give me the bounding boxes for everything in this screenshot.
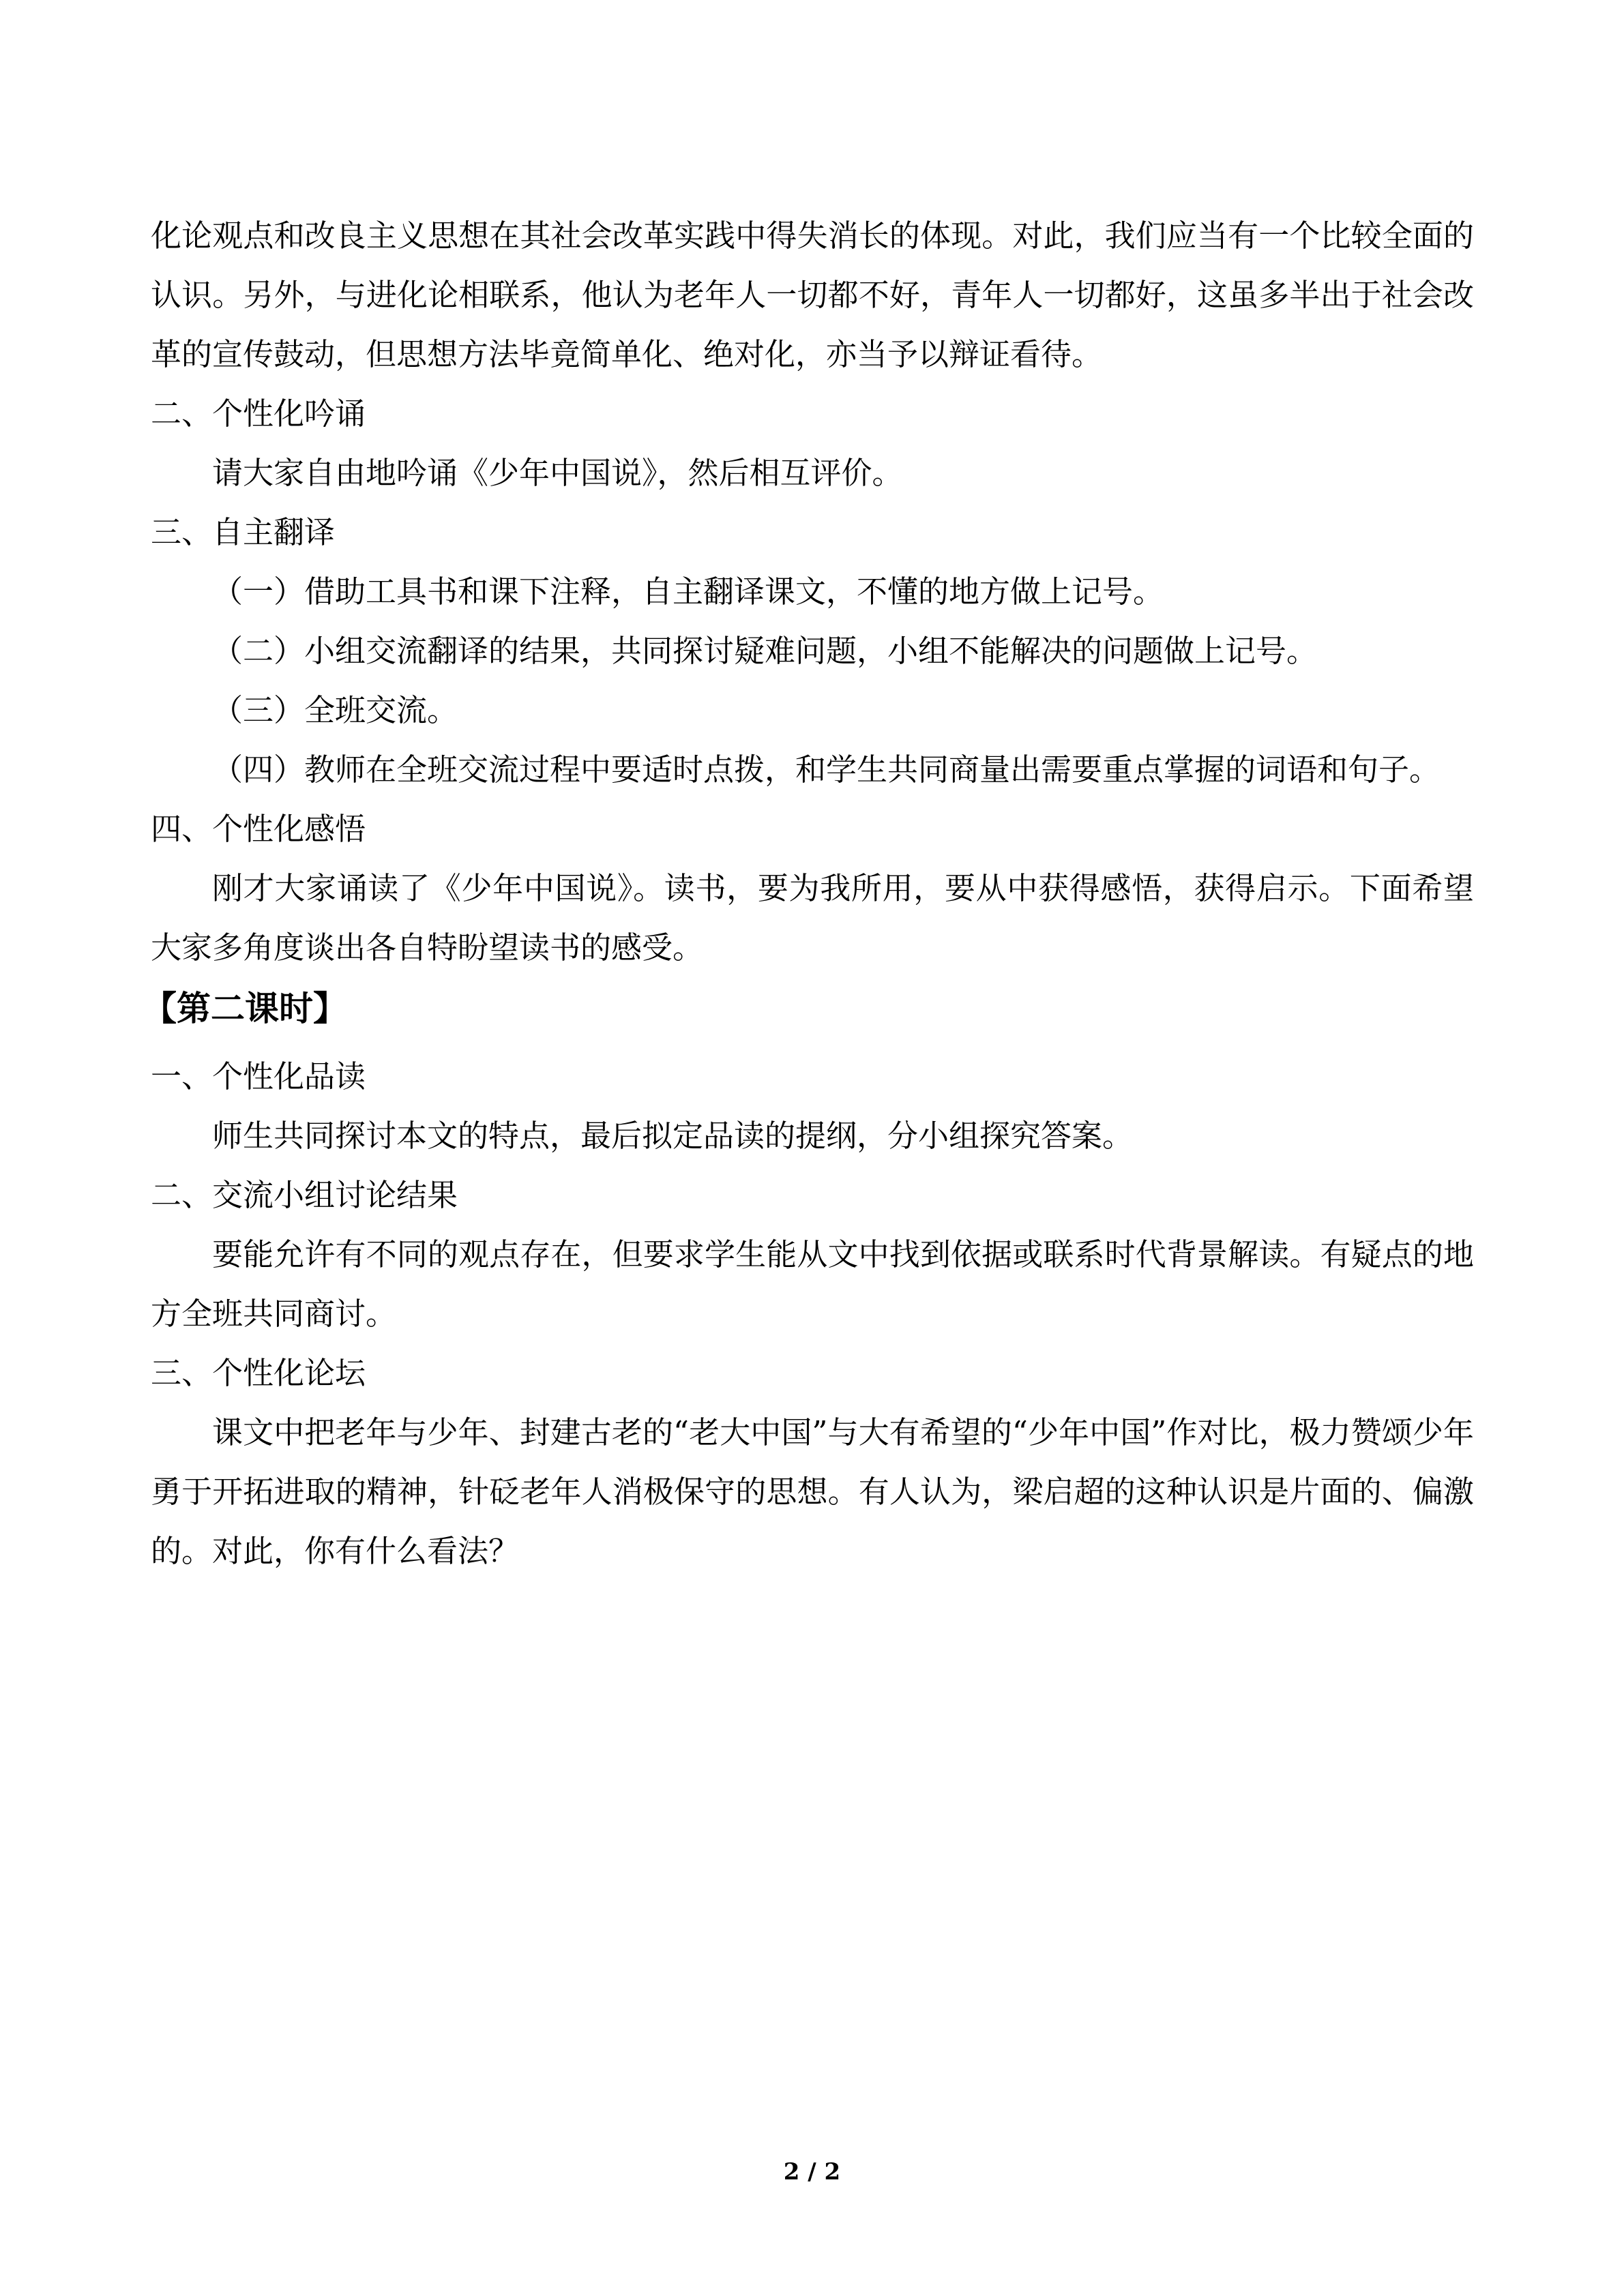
lesson-two-title: 【第二课时】 (143, 989, 347, 1028)
section-heading-personalized-recitation: 二、个性化吟诵 (151, 396, 366, 432)
section-body-personalized-reading: 师生共同探讨本文的特点，最后拟定品读的提纲，分小组探究答案。 (212, 1118, 1134, 1154)
section-heading-self-translation: 三、自主翻译 (151, 514, 336, 550)
section-heading-personalized-reading: 一、个性化品读 (151, 1058, 366, 1094)
section-heading-personalized-insight: 四、个性化感悟 (151, 811, 366, 847)
section-body-group-discussion: 要能允许有不同的观点存在，但要求学生能从文中找到依据或联系时代背景解读。有疑点的地方全班共同商讨。 (151, 1236, 1474, 1332)
translation-step-3: （三）全班交流。 (212, 692, 458, 728)
continuation-paragraph: 化论观点和改良主义思想在其社会改革实践中得失消长的体现。对此，我们应当有一个比较全面的认识。另外，与进化论相联系，他认为老年人一切都不好，青年人一切都好，这虽多半出于社会改革的宣传鼓动，但思想方法毕竟简单化、绝对化，亦当予以辩证看待。 (151, 218, 1474, 372)
section-heading-personalized-forum: 三、个性化论坛 (151, 1355, 366, 1391)
translation-step-4: （四）教师在全班交流过程中要适时点拨，和学生共同商量出需要重点掌握的词语和句子。 (212, 751, 1441, 788)
section-body-personalized-insight: 刚才大家诵读了《少年中国说》。读书，要为我所用，要从中获得感悟，获得启示。下面希望大家多角度谈出各自特盼望读书的感受。 (151, 870, 1474, 966)
section-heading-group-discussion: 二、交流小组讨论结果 (151, 1177, 458, 1213)
page-number: 2 / 2 (783, 2158, 841, 2186)
translation-step-2: （二）小组交流翻译的结果，共同探讨疑难问题，小组不能解决的问题做上记号。 (212, 633, 1318, 669)
document-body (143, 206, 1474, 1581)
section-body-personalized-forum: 课文中把老年与少年、封建古老的“老大中国”与大有希望的“少年中国”作对比，极力赞颂少年勇于开拓进取的精神，针砭老年人消极保守的思想。有人认为，梁启超的这种认识是片面的、偏激的。对此，你有什么看法？ (151, 1414, 1474, 1569)
translation-step-1: （一）借助工具书和课下注释，自主翻译课文，不懂的地方做上记号。 (212, 573, 1164, 610)
section-body-personalized-recitation: 请大家自由地吟诵《少年中国说》，然后相互评价。 (212, 455, 903, 491)
